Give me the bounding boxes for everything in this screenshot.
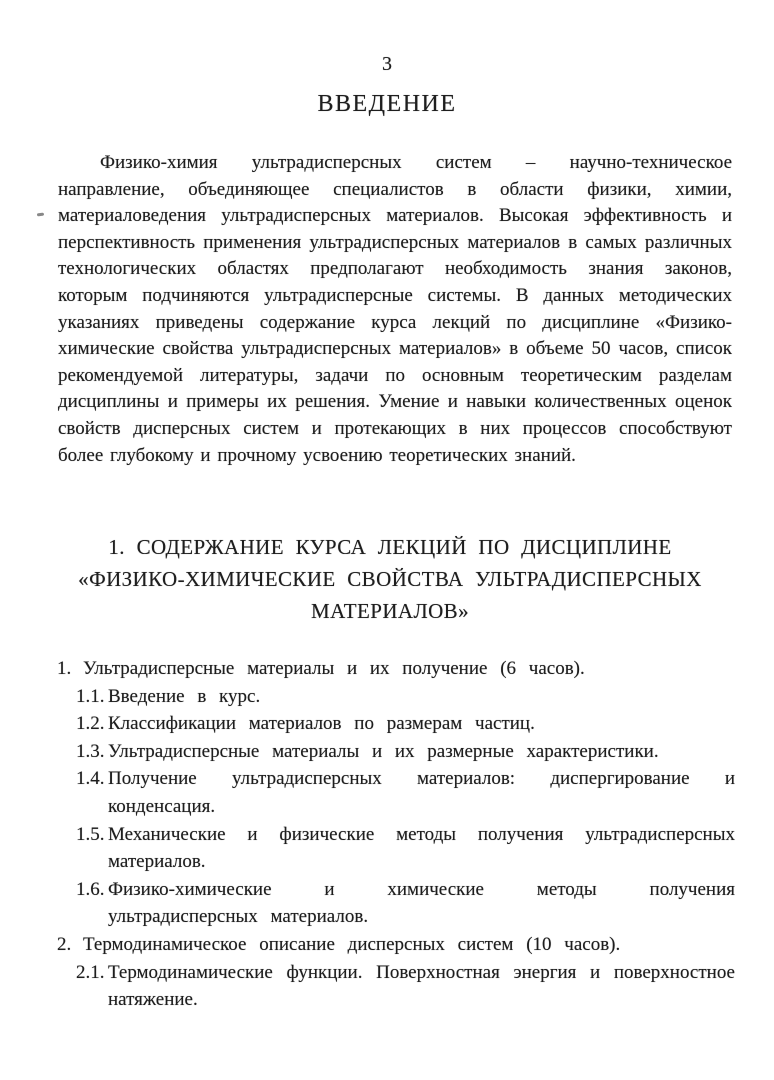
outline-item-text: Классификации материалов по размерам частиц.	[108, 713, 535, 735]
outline-item-text: Введение в курс.	[108, 685, 261, 707]
outline-item-number: 2.	[57, 933, 72, 955]
outline-item	[47, 876, 735, 931]
outline-item-text: Ультрадисперсные материалы и их размерные характеристики.	[108, 740, 659, 762]
scan-artifact-mark	[37, 213, 44, 217]
outline-item-text: Термодинамическое описание дисперсных систем (10 часов).	[83, 933, 621, 955]
section-heading-line: «ФИЗИКО-ХИМИЧЕСКИЕ СВОЙСТВА УЛЬТРАДИСПЕРСНЫХ	[78, 567, 702, 591]
outline-item-text: Физико-химические и химические методы получения ультрадисперсных материалов.	[108, 878, 735, 928]
intro-paragraph: Физико-химия ультрадисперсных систем – научно-техническое направление, объединяющее специалистов в области физики, химии, материаловедения ультрадисперсных материалов. Высокая эффективность и перспективность применения ультрадисперсных материалов в самых различных технологических областях предполагают необходимость знания законов, которым подчиняются ультрадисперсные системы. В данных методических указаниях приведены содержание курса лекций по дисциплине «Физико-химические свойства ультрадисперсных материалов» в объеме 50 часов, список рекомендуемой литературы, задачи по основным теоретическим разделам дисциплины и примеры их решения. Умение и навыки количественных оценок свойств дисперсных систем и протекающих в них процессов способствуют более глубокому и прочному усвоению теоретических знаний.	[58, 152, 732, 466]
outline-item-number: 1.2.	[76, 713, 105, 735]
outline-item-number: 1.4.	[76, 768, 105, 790]
outline-item-text: Механические и физические методы получения ультрадисперсных материалов.	[108, 823, 735, 873]
outline-item-number: 1.3.	[76, 740, 105, 762]
outline-item	[47, 931, 735, 959]
outline-item	[47, 765, 735, 820]
section-heading-line: 1. СОДЕРЖАНИЕ КУРСА ЛЕКЦИЙ ПО ДИСЦИПЛИНЕ	[108, 535, 672, 559]
outline-item	[47, 821, 735, 876]
section-heading-line: МАТЕРИАЛОВ»	[311, 599, 469, 623]
section-heading	[40, 531, 740, 627]
chapter-title: ВВЕДЕНИЕ	[317, 91, 457, 117]
outline-item-number: 1.	[57, 658, 72, 679]
outline-item-number: 1.6.	[76, 878, 105, 900]
outline-item-text: Получение ультрадисперсных материалов: диспергирование и конденсация.	[108, 768, 735, 817]
outline-item-number: 2.1.	[76, 961, 105, 983]
outline-item	[47, 683, 735, 711]
course-outline	[47, 655, 735, 1014]
outline-item-text: Ультрадисперсные материалы и их получение (6 часов).	[83, 658, 585, 679]
outline-item	[47, 738, 735, 766]
outline-item	[47, 959, 735, 1014]
outline-item-text: Термодинамические функции. Поверхностная энергия и поверхностное натяжение.	[108, 961, 735, 1011]
outline-item-number: 1.5.	[76, 823, 105, 845]
outline-item	[47, 655, 735, 683]
outline-item-number: 1.1.	[76, 685, 105, 707]
outline-item	[47, 710, 735, 738]
page-number: 3	[382, 53, 392, 75]
